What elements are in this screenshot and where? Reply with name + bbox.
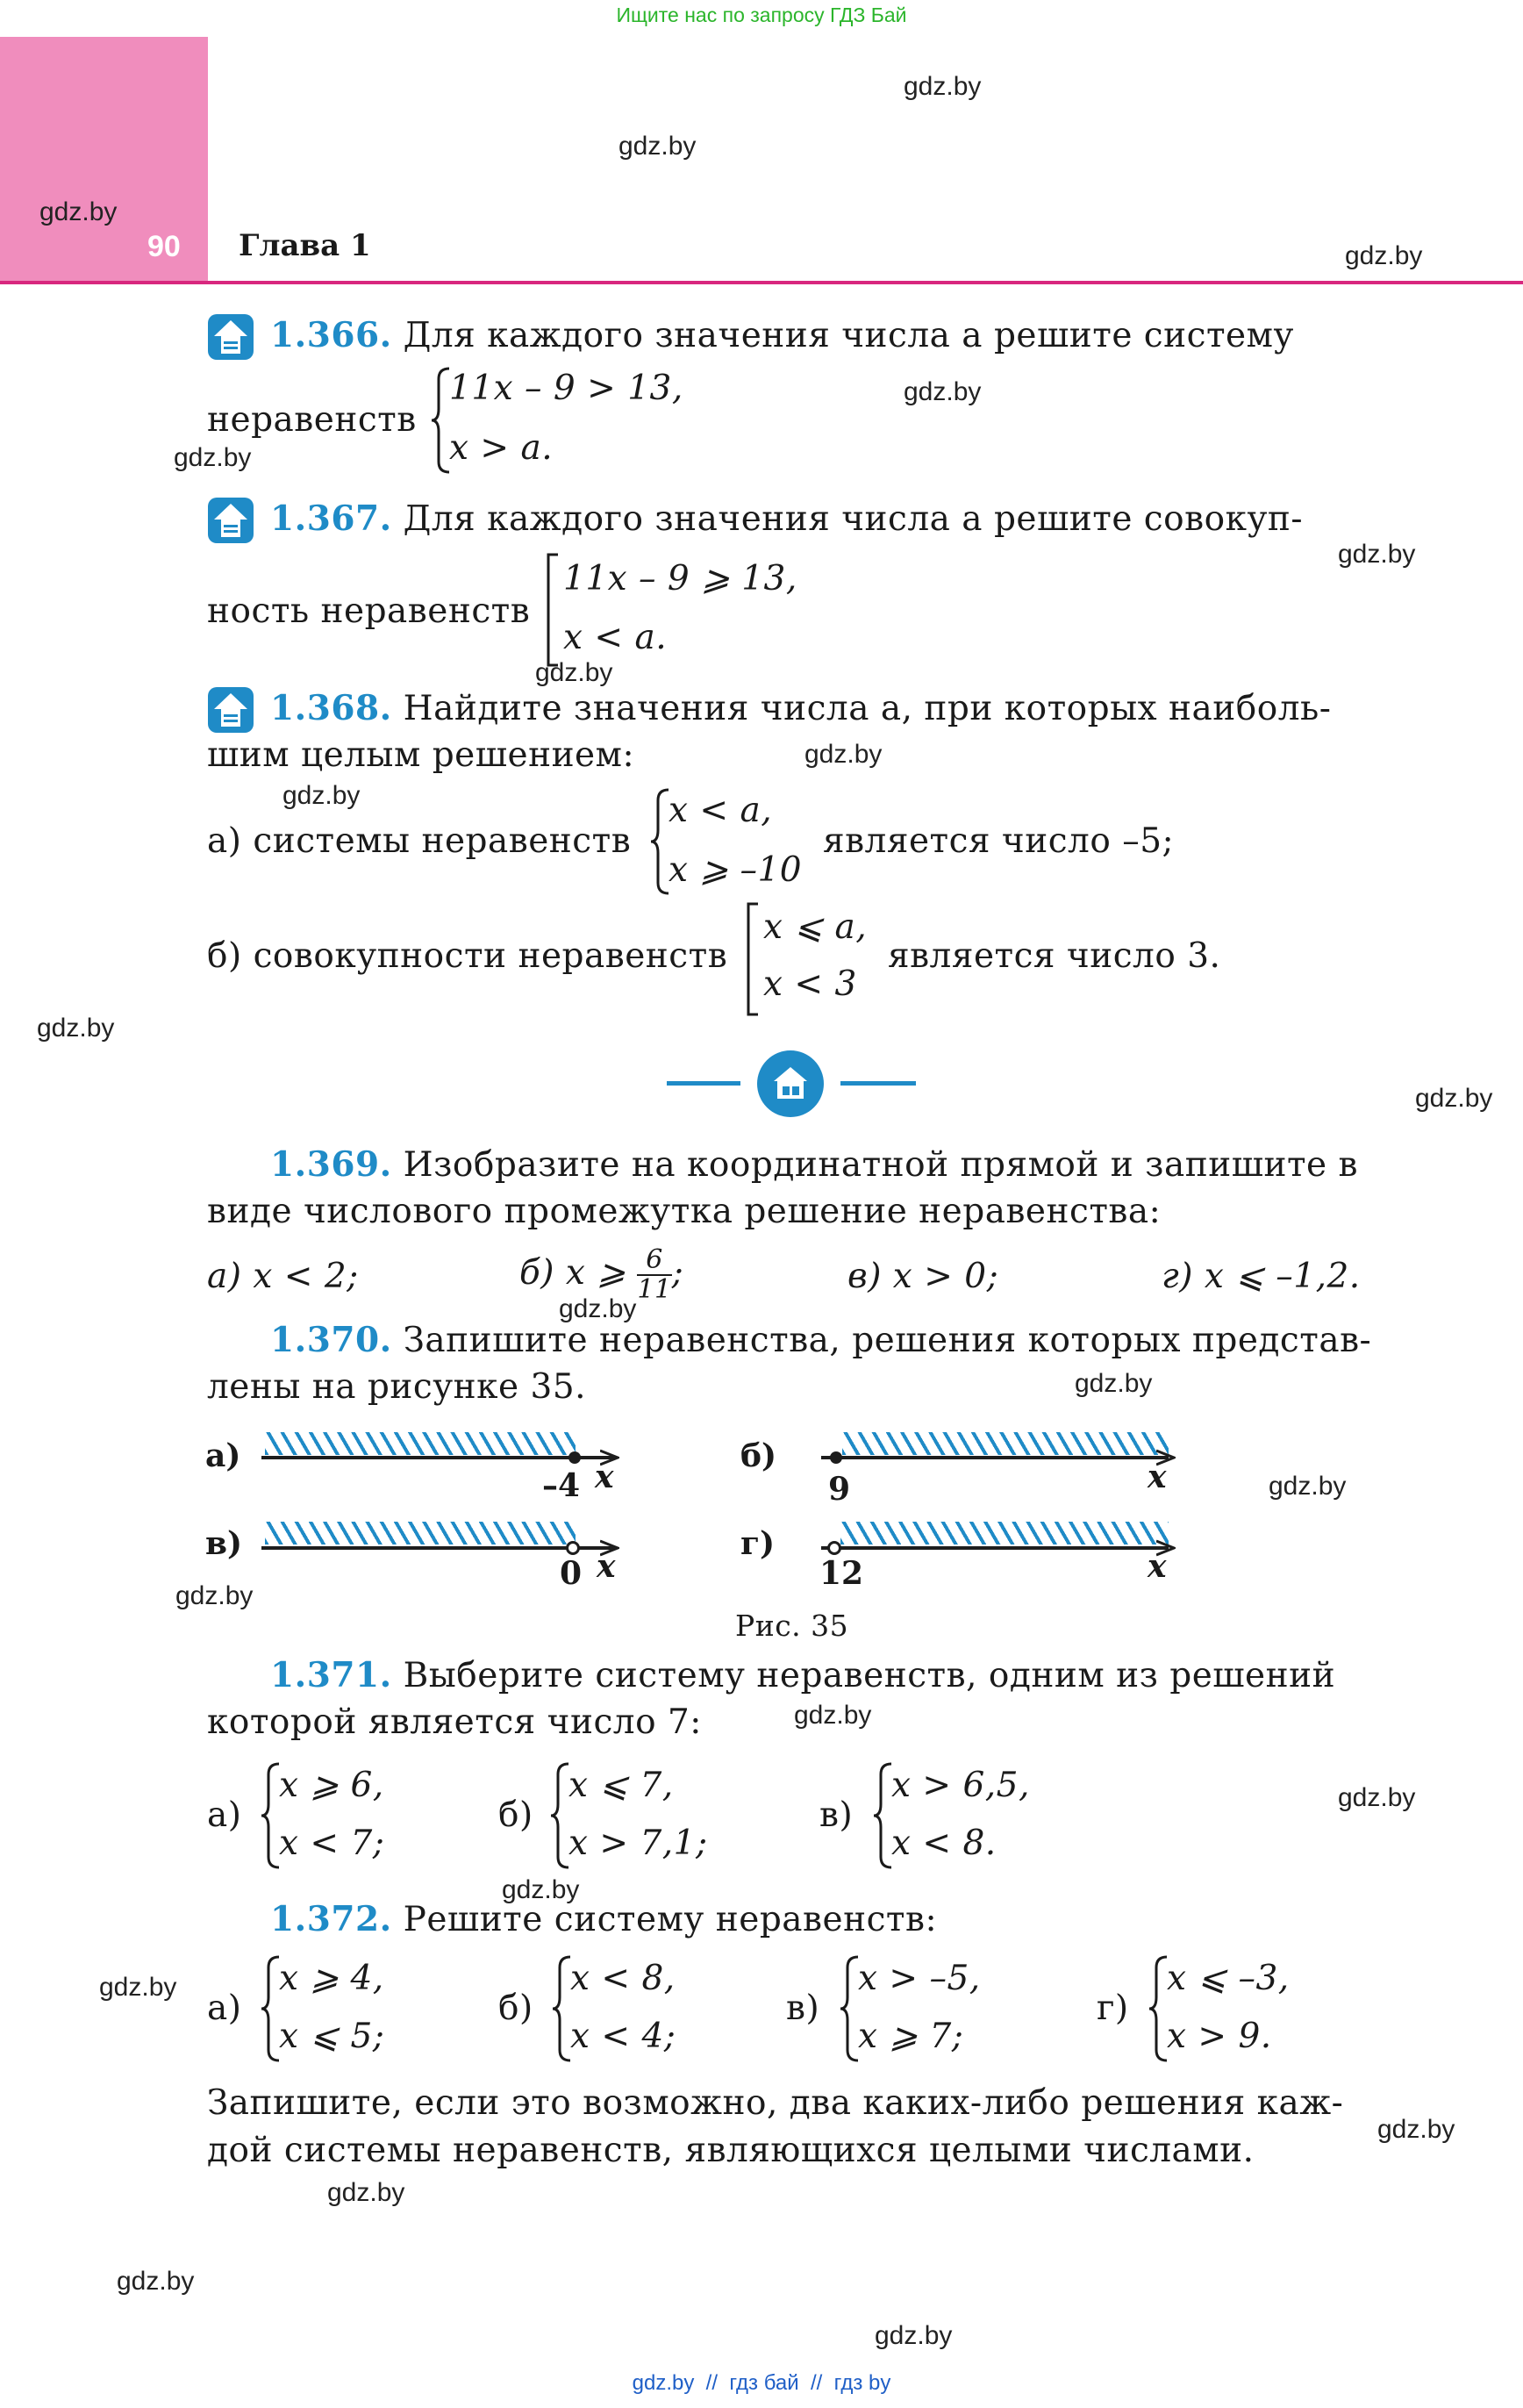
figure-caption: Рис. 35 [735,1609,849,1643]
equation: 11x – 9 > 13, [449,369,683,408]
equation: x ⩽ a, [763,907,868,947]
problem-number: 1.372. [270,1899,392,1939]
house-arrow-icon [207,497,254,544]
watermark: gdz.by [282,781,361,810]
watermark: gdz.by [535,658,613,687]
equation: x < 8, [570,1959,676,1998]
axis-variable: x [597,1548,616,1585]
equation: x < a. [563,618,668,657]
point-label: –4 [542,1467,581,1504]
watermark: gdz.by [502,1875,580,1904]
option-b-prefix: б) x ⩾ [519,1253,626,1293]
problem-text: Запишите неравенства, решения которых представ- [403,1321,1372,1360]
problem-text: Запишите, если это возможно, два каких-либо решения каж- [207,2083,1344,2123]
square-bracket-icon [546,553,560,667]
watermark: gdz.by [1345,241,1423,270]
option-label: в) [819,1795,854,1835]
number-line [821,1456,1169,1459]
fraction [637,1246,671,1304]
watermark: gdz.by [904,72,982,101]
number-line [261,1546,614,1550]
problem-number: 1.367. [270,498,392,539]
watermark: gdz.by [1338,1783,1416,1812]
square-bracket-icon [746,902,760,1016]
axis-variable: x [1148,1458,1167,1495]
problem-1-366-line1 [270,312,1377,360]
watermark: gdz.by [1269,1472,1347,1501]
option-b [519,1246,683,1304]
option-label: г) [1097,1989,1129,2028]
problem-1-369-line1 [270,1141,1358,1189]
problem-text: Для каждого значения числа a решите совокуп- [403,499,1304,539]
curly-brace-icon [1149,1955,1169,2062]
page-number: 90 [147,230,181,263]
open-point [827,1541,841,1555]
problem-1-372-line1 [270,1896,937,1944]
watermark: gdz.by [37,1014,115,1043]
figure-label: в) [205,1525,243,1562]
watermark: gdz.by [174,443,252,472]
problem-text: которой является число 7: [207,1702,702,1742]
watermark: gdz.by [559,1294,637,1323]
problem-text: Изобразите на координатной прямой и запишите в [403,1145,1358,1185]
problem-number: 1.371. [270,1655,392,1695]
equation: x < a, [669,791,773,830]
footer-links[interactable]: gdz.by // гдз бай // гдз by [632,2371,891,2395]
filled-point [830,1451,842,1464]
problem-text: виде числового промежутка решение неравенства: [207,1192,1162,1231]
watermark: gdz.by [175,1581,254,1610]
problem-text: шим целым решением: [207,735,635,775]
search-banner: Ищите нас по запросу ГДЗ Бай [616,4,907,26]
equation: x < 4; [570,2017,676,2056]
house-arrow-icon [207,686,254,734]
equation: x ⩾ 7; [858,2017,964,2056]
equation: x > 9. [1167,2017,1272,2056]
equation: x ⩽ 7, [568,1766,674,1805]
equation: x ⩾ 6, [279,1766,384,1805]
divider-right [840,1081,916,1086]
curly-brace-icon [651,788,670,895]
problem-1-367-line1 [270,495,1303,543]
watermark: gdz.by [1075,1369,1153,1398]
curly-brace-icon [261,1762,281,1869]
problem-1-368-line1 [270,684,1331,733]
curly-brace-icon [553,1955,572,2062]
equation: x < 8. [891,1824,997,1863]
point-label: 0 [560,1555,583,1592]
option-b-suffix: ; [671,1253,684,1293]
option-c: в) x > 0; [847,1257,999,1296]
divider-left [667,1081,740,1086]
problem-number: 1.366. [270,315,392,355]
option-a: а) x < 2; [207,1257,359,1296]
chapter-title: Глава 1 [239,228,371,263]
curly-brace-icon [261,1955,281,2062]
problem-text: лены на рисунке 35. [207,1367,587,1407]
home-icon [756,1050,825,1118]
problem-1-370-line1 [270,1316,1371,1365]
equation: 11x – 9 ⩾ 13, [563,559,797,598]
option-b-lead: б) совокупности неравенств [207,936,728,976]
problem-text: дой системы неравенств, являющихся целыми числами. [207,2131,1255,2170]
watermark: gdz.by [804,740,883,769]
watermark: gdz.by [1377,2115,1455,2144]
hatched-region [265,1522,576,1544]
option-b-tail: является число 3. [888,936,1221,976]
option-label: б) [498,1989,533,2028]
point-label: 12 [819,1555,864,1592]
figure-label: б) [740,1437,777,1474]
curly-brace-icon [874,1762,893,1869]
equation: x ⩾ 4, [279,1959,384,1998]
filled-point [568,1451,581,1464]
watermark: gdz.by [794,1701,872,1730]
problem-text: Выберите систему неравенств, одним из решений [403,1656,1336,1695]
problem-1-371-line1 [270,1652,1335,1700]
watermark: gdz.by [618,132,697,161]
curly-brace-icon [551,1762,570,1869]
watermark: gdz.by [875,2321,953,2350]
point-label: 9 [828,1471,851,1508]
equation: x < 3 [763,964,857,1004]
hatched-region [840,1522,1169,1544]
watermark: gdz.by [904,377,982,406]
watermark: gdz.by [117,2267,195,2296]
watermark: gdz.by [39,197,118,226]
hatched-region [842,1432,1169,1455]
problem-lead: неравенств [207,400,417,440]
number-line [261,1456,614,1459]
equation: x > a. [449,428,554,468]
house-arrow-icon [207,313,254,361]
equation: x < 7; [279,1824,385,1863]
equation: x ⩽ 5; [279,2017,385,2056]
problem-text: Решите систему неравенств: [403,1900,938,1939]
figure-label: г) [740,1525,776,1562]
problem-lead: ность неравенств [207,591,531,631]
axis-variable: x [595,1458,614,1495]
problem-number: 1.370. [270,1320,392,1360]
equation: x ⩽ –3, [1167,1959,1290,1998]
curly-brace-icon [432,367,451,474]
number-line [821,1546,1169,1550]
curly-brace-icon [840,1955,860,2062]
header-rule [0,281,1523,284]
watermark: gdz.by [1338,540,1416,569]
option-label: в) [786,1989,820,2028]
option-label: б) [498,1795,533,1835]
axis-variable: x [1148,1548,1167,1585]
problem-number: 1.369. [270,1144,392,1185]
problem-text: Для каждого значения числа a решите систему [403,316,1294,355]
option-a-tail: является число –5; [823,821,1175,861]
problem-text: Найдите значения числа a, при которых наиболь- [403,689,1332,728]
option-d: г) x ⩽ –1,2. [1162,1257,1361,1296]
numerator: 6 [637,1246,671,1276]
option-label: а) [207,1795,242,1835]
figure-label: а) [205,1437,241,1474]
equation: x > 6,5, [891,1766,1030,1805]
watermark: gdz.by [1415,1084,1493,1113]
watermark: gdz.by [327,2178,405,2207]
denominator: 11 [637,1274,672,1305]
equation: x ⩾ –10 [669,850,803,890]
option-label: а) [207,1989,242,2028]
option-a-lead: а) системы неравенств [207,821,632,861]
equation: x > –5, [858,1959,981,1998]
watermark: gdz.by [99,1973,177,2002]
problem-number: 1.368. [270,688,392,728]
equation: x > 7,1; [568,1824,708,1863]
open-point [566,1541,580,1555]
hatched-region [265,1432,576,1455]
